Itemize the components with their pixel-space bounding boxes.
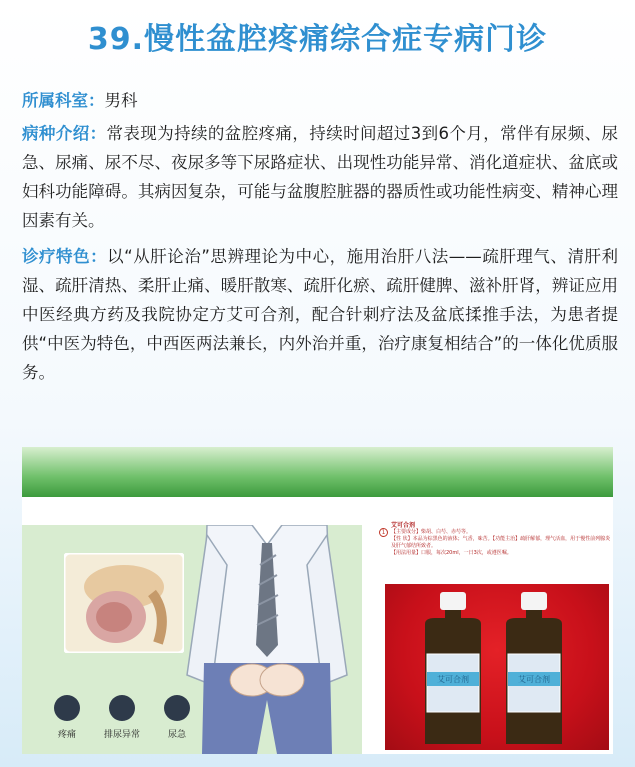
treatment-features-section: [22, 242, 618, 387]
treatment-features-label: 诊疗特色：: [22, 247, 108, 266]
medicine-note-line: 【性 状】本品为棕黑色的液体；气香，味苦。【功能主治】疏肝解郁，理气活血，用于慢性前列腺炎及肝气郁结所致者。: [391, 536, 611, 549]
symptom-illustration-panel: [22, 525, 362, 754]
illustration-figure: [22, 447, 613, 754]
bottle-label-2: 艾可合剂: [518, 675, 550, 684]
department-value: 男科: [104, 91, 138, 110]
department-label: 所属科室：: [22, 91, 105, 110]
man-figure-illustration: [182, 525, 352, 754]
note-number: 1: [379, 528, 388, 537]
symptom-icons: [42, 695, 202, 754]
disease-intro-label: 病种介绍：: [22, 124, 107, 143]
department-section: [22, 86, 618, 115]
page-title: 39.慢性盆腔疼痛综合症专病门诊: [87, 22, 548, 57]
medicine-note-line: 【用法用量】口服，每次20ml，一日3次，或遵医嘱。: [391, 550, 512, 556]
medicine-note-heading: 艾可合剂: [391, 522, 416, 529]
person-pain-icon: [54, 695, 80, 721]
person-urination-icon: [109, 695, 135, 721]
symptom-item-urination: [97, 695, 147, 740]
symptom-item-urgency: [152, 695, 202, 740]
medicine-panel: [377, 522, 613, 754]
bottles-illustration: [385, 584, 609, 750]
treatment-features-text: 以“从肝论治”思辨理论为中心，施用治肝八法——疏肝理气、清肝利湿、疏肝清热、柔肝止痛、暖肝散寒、疏肝化瘀、疏肝健脾、滋补肝肾，辨证应用中医经典方药及我院协定方艾可合剂，配合针刺疗法及盆底揉推手法，为患者提供“中医为特色，中西医两法兼长，内外治并重，治疗康复相结合”的一体化优质服务。: [22, 247, 618, 382]
symptom-label-urgency: 尿急: [167, 730, 186, 740]
symptom-item-pain: [42, 695, 92, 740]
person-urgency-icon: [164, 695, 190, 721]
symptom-label-pain: 疼痛: [57, 730, 76, 740]
symptom-label-urination: 排尿异常: [103, 730, 140, 740]
disease-intro-section: [22, 119, 618, 235]
medicine-bottles-photo: [385, 584, 609, 750]
bottle-label-1: 艾可合剂: [437, 675, 469, 684]
green-banner: [22, 447, 613, 497]
medicine-note: [377, 522, 613, 582]
prostate-anatomy-illustration: [64, 553, 184, 653]
disease-intro-text: 常表现为持续的盆腔疼痛，持续时间超过3到6个月，常伴有尿频、尿急、尿痛、尿不尽、夜尿多等下尿路症状、出现性功能异常、消化道症状、盆底或妇科功能障碍。其病因复杂，可能与盆腹腔脏器的器质性或功能性病变、精神心理因素有关。: [22, 124, 618, 230]
medicine-note-line: 【主要成分】柴胡、白芍、赤芍等。: [391, 529, 472, 535]
